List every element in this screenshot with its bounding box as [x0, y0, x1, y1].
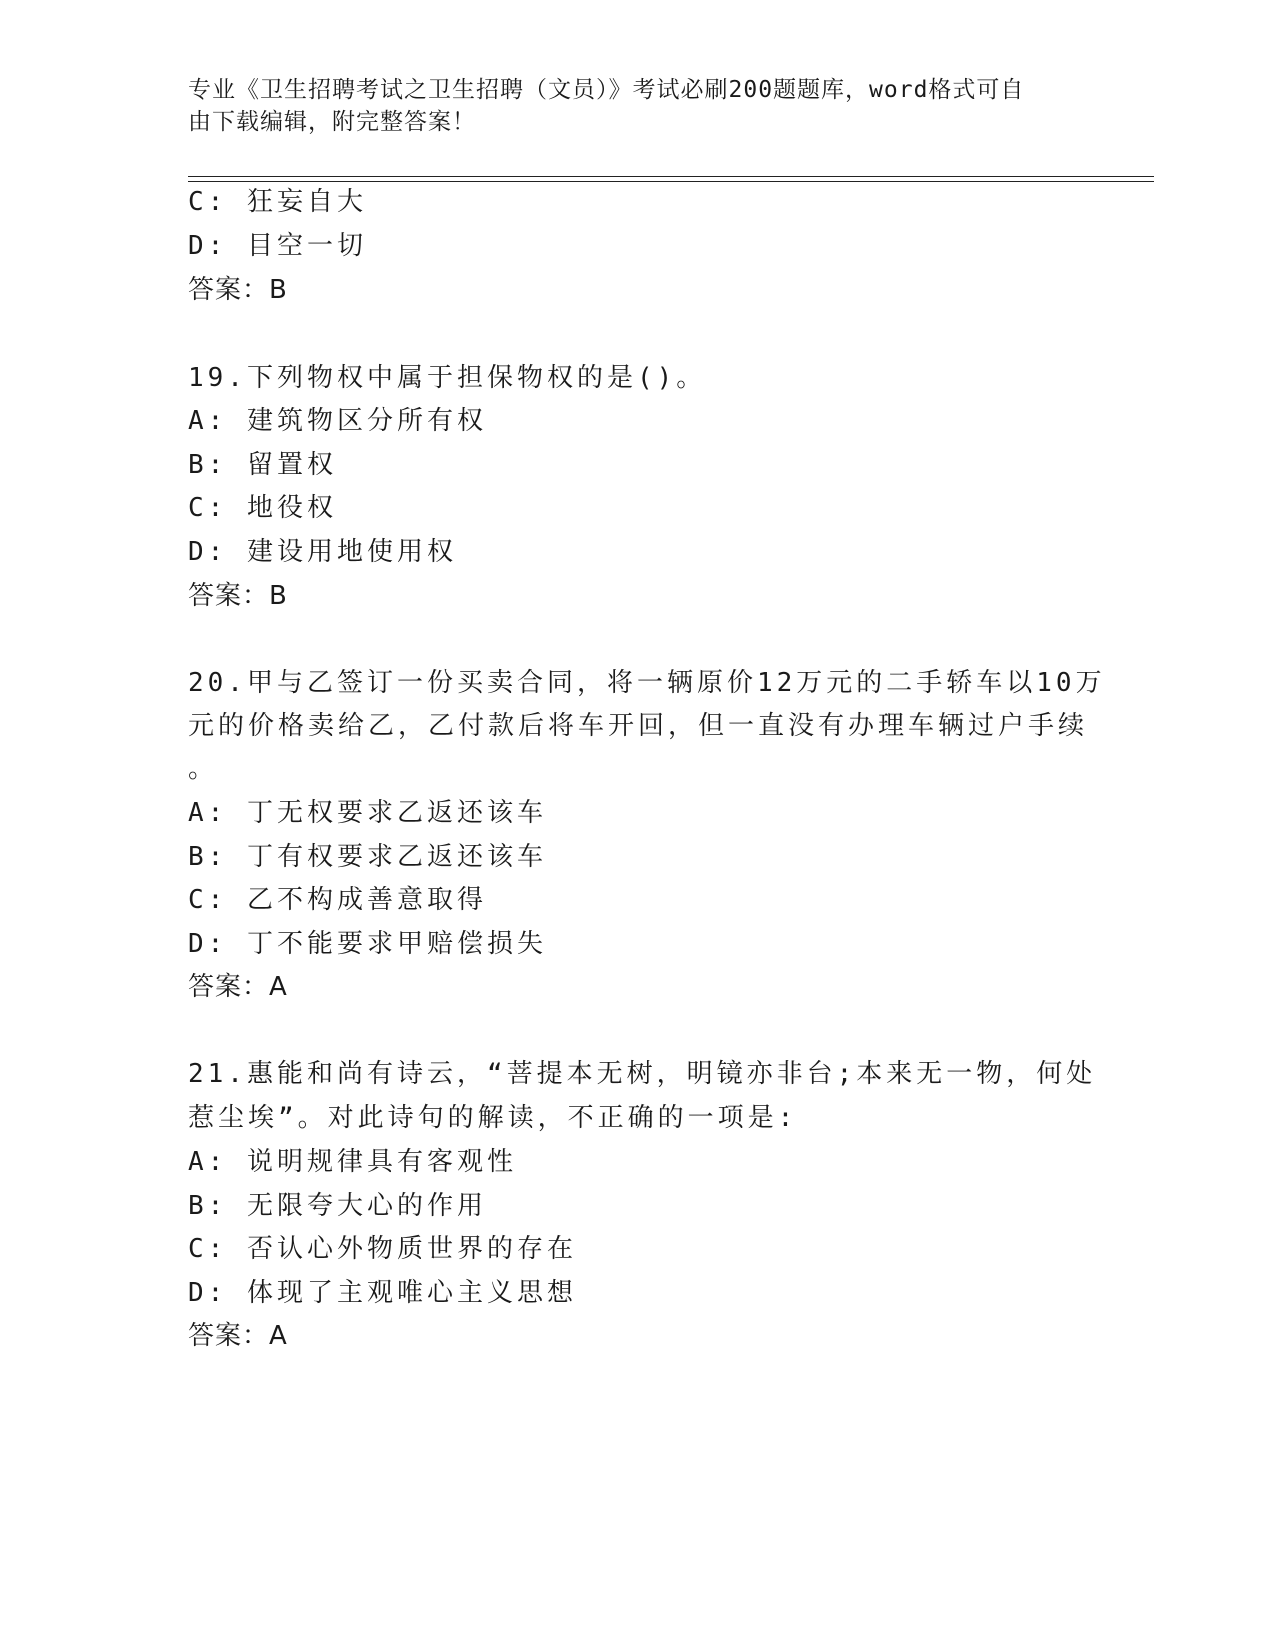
option-c: C: 否认心外物质世界的存在 — [188, 1234, 577, 1264]
option-b: B: 丁有权要求乙返还该车 — [188, 842, 547, 872]
option-a: A: 说明规律具有客观性 — [188, 1147, 517, 1177]
question-stem-line-1: 20.甲与乙签订一份买卖合同，将一辆原价12万元的二手轿车以10万 — [188, 668, 1106, 698]
header-line-2: 由下载编辑，附完整答案！ — [188, 109, 476, 135]
header-divider-bottom — [188, 181, 1154, 182]
answer-label: 答案：B — [188, 275, 288, 305]
option-d: D: 体现了主观唯心主义思想 — [188, 1278, 577, 1308]
question-stem-line-2: 元的价格卖给乙，乙付款后将车开回，但一直没有办理车辆过户手续 — [188, 711, 1089, 741]
question-stem-line-3: 。 — [188, 754, 219, 784]
question-stem-line-2: 惹尘埃”。对此诗句的解读，不正确的一项是: — [188, 1103, 798, 1133]
option-b: B: 无限夸大心的作用 — [188, 1191, 487, 1221]
option-d: D: 建设用地使用权 — [188, 537, 457, 567]
question-stem: 19.下列物权中属于担保物权的是()。 — [188, 363, 707, 393]
answer-label: 答案：A — [188, 1321, 288, 1351]
option-c: C: 狂妄自大 — [188, 187, 367, 217]
option-c: C: 地役权 — [188, 493, 337, 523]
option-d: D: 丁不能要求甲赔偿损失 — [188, 929, 547, 959]
option-d: D: 目空一切 — [188, 231, 367, 261]
answer-label: 答案：A — [188, 972, 288, 1002]
option-b: B: 留置权 — [188, 450, 337, 480]
option-a: A: 建筑物区分所有权 — [188, 406, 487, 436]
header-divider-top — [188, 176, 1154, 177]
question-stem-line-1: 21.惠能和尚有诗云，“菩提本无树，明镜亦非台;本来无一物，何处 — [188, 1059, 1097, 1089]
option-a: A: 丁无权要求乙返还该车 — [188, 798, 547, 828]
document-header — [188, 74, 1068, 138]
answer-label: 答案：B — [188, 581, 288, 611]
option-c: C: 乙不构成善意取得 — [188, 885, 487, 915]
header-line-1: 专业《卫生招聘考试之卫生招聘（文员）》考试必刷200题题库，word格式可自 — [188, 77, 1025, 103]
